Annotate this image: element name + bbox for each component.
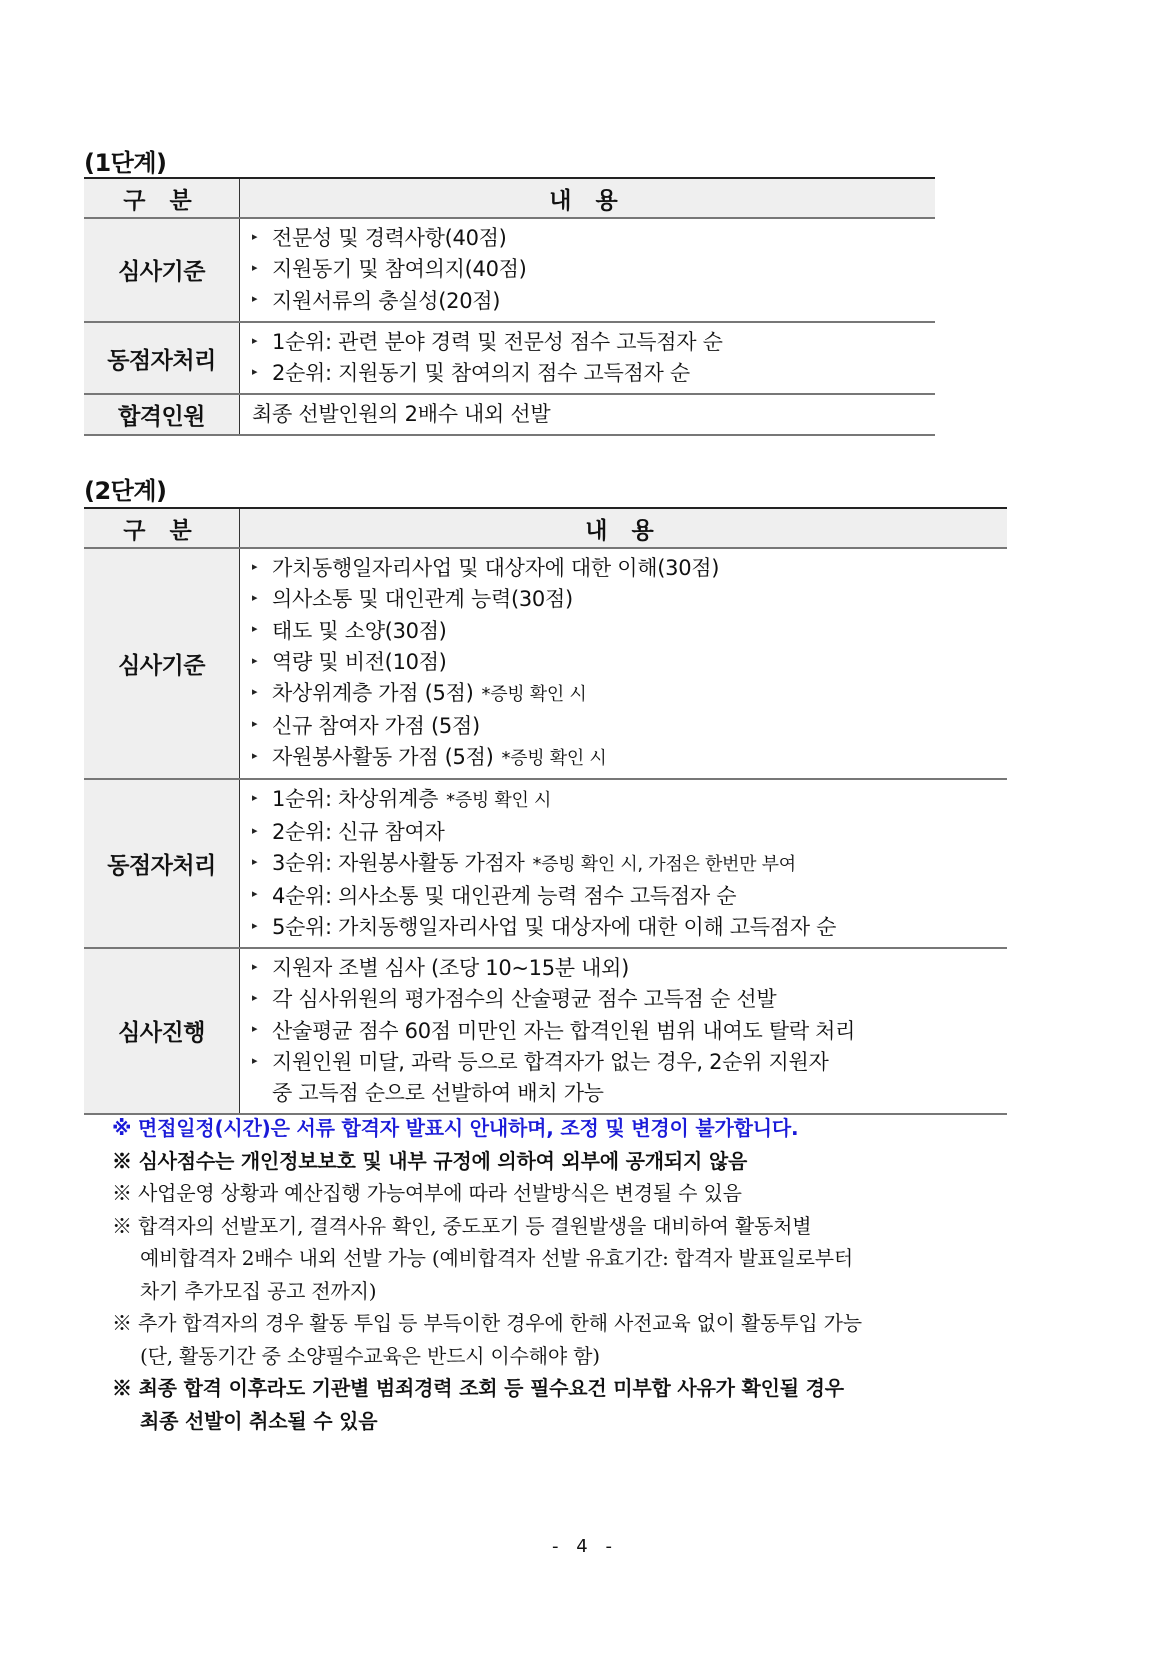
list-item [252,358,935,389]
bullet-icon: ▸ [252,622,258,636]
list-item [252,742,1007,775]
bullet-icon: ▸ [252,823,258,837]
list-item [252,678,1007,711]
row-content [240,779,1008,948]
item-text: 태도 및 소양(30점) [272,618,447,643]
note-line: 예비합격자 2배수 내외 선발 가능 (예비합격자 선발 유효기간: 합격자 발표일로부터 [140,1246,854,1270]
item-text: 역량 및 비전(10점) [272,649,447,674]
item-note: *증빙 확인 시, 가점은 한번만 부여 [532,854,796,875]
note-reserve-candidates [112,1210,1052,1308]
row-content [240,394,936,435]
bullet-icon: ▸ [252,261,258,274]
list-item [252,254,935,285]
bullet-icon: ▸ [252,854,258,868]
item-text: 자원봉사활동 가점 (5점) [272,744,494,769]
row-content [240,948,1008,1114]
note-selection-change [112,1177,1052,1210]
item-text: 3순위: 자원봉사활동 가점자 [272,851,525,875]
table-row [84,548,1007,779]
row-label: 심사진행 [84,948,240,1114]
item-text: 산술평균 점수 60점 미만인 자는 합격인원 범위 내여도 탈락 처리 [272,1018,856,1043]
row-label: 동점자처리 [84,779,240,948]
table-row [84,948,1007,1114]
note-line: ※ 사업운영 상황과 예산집행 가능여부에 따라 선발방식은 변경될 수 있음 [112,1181,742,1205]
list-item [252,1047,1007,1078]
bullet-icon: ▸ [252,887,258,901]
row-label: 동점자처리 [84,322,240,395]
row-content [240,548,1008,779]
item-text: 지원서류의 충실성(20점) [272,288,501,313]
row-content [240,322,936,395]
row-text: 최종 선발인원의 2배수 내외 선발 [252,402,551,427]
bullet-icon: ▸ [252,292,258,306]
note-additional-candidates [112,1307,1052,1372]
bullet-icon: ▸ [252,959,258,973]
item-text: 지원동기 및 참여의지(40점) [272,257,527,282]
item-note: *증빙 확인 시 [501,747,607,769]
item-text: 차상위계층 가점 (5점) [272,681,474,705]
row-label: 심사기준 [84,218,240,322]
bullet-icon: ▸ [252,717,258,731]
list-item [252,984,1007,1015]
list-item [252,784,1007,817]
item-text: 지원인원 미달, 과락 등으로 합격자가 없는 경우, 2순위 지원자 [272,1049,829,1074]
note-interview-schedule [112,1112,1052,1145]
list-item [252,953,1007,984]
list-item [252,327,935,358]
item-text: 의사소통 및 대인관계 능력(30점) [272,587,573,612]
bullet-icon: ▸ [252,1053,258,1067]
item-text: 5순위: 가치동행일자리사업 및 대상자에 대한 이해 고득점자 순 [272,914,837,939]
bullet-icon: ▸ [252,918,258,932]
list-item [252,647,1007,678]
item-text: 1순위: 관련 분야 경력 및 전문성 점수 고득점자 순 [272,329,723,354]
bullet-icon: ▸ [252,559,258,573]
bullet-icon: ▸ [252,364,258,378]
item-text: 신규 참여자 가점 (5점) [272,713,480,738]
header-category: 구 분 [84,508,240,548]
table-row [84,779,1007,948]
bullet-icon: ▸ [252,991,258,1004]
bullet-icon: ▸ [252,791,258,804]
item-text: 4순위: 의사소통 및 대인관계 능력 점수 고득점자 순 [272,883,737,908]
bullet-icon: ▸ [252,684,258,698]
item-text: 각 심사위원의 평가점수의 산술평균 점수 고득점 순 선발 [272,987,777,1012]
header-category: 구 분 [84,178,240,218]
bullet-icon: ▸ [252,229,258,243]
table-row [84,322,935,395]
list-item [252,817,1007,848]
list-item [252,286,935,317]
table-header-row [84,508,1007,548]
list-item [252,711,1007,742]
note-line: 차기 추가모집 공고 전까지) [140,1278,377,1303]
header-content: 내 용 [240,508,1008,548]
row-label: 합격인원 [84,394,240,435]
item-text: 2순위: 지원동기 및 참여의지 점수 고득점자 순 [272,361,690,385]
note-cancellation [112,1372,1052,1437]
note-line: ※ 최종 합격 이후라도 기관별 범죄경력 조회 등 필수요건 미부합 사유가 확인될 경우 [112,1376,844,1400]
item-note: *증빙 확인 시 [481,684,587,705]
list-item [252,553,1007,584]
note-line: (단, 활동기간 중 소양필수교육은 반드시 이수해야 함) [140,1343,600,1368]
list-item [252,584,1007,615]
list-item-continuation: 중 고득점 순으로 선발하여 배치 가능 [272,1081,604,1105]
table-header-row [84,178,935,218]
item-text: 가치동행일자리사업 및 대상자에 대한 이해(30점) [272,556,720,580]
note-line: ※ 합격자의 선발포기, 결격사유 확인, 중도포기 등 결원발생을 대비하여 활동처별 [112,1213,812,1238]
page-number: - 4 - [552,1536,618,1557]
table-row [84,218,935,322]
item-text: 전문성 및 경력사항(40점) [272,226,507,250]
bullet-icon: ▸ [252,1022,258,1036]
list-item [252,223,935,254]
item-text: 1순위: 차상위계층 [272,787,439,812]
bullet-icon: ▸ [252,333,258,347]
stage1-table [84,177,935,436]
notes-section [112,1112,1052,1437]
header-content: 내 용 [240,178,936,218]
note-line: 최종 선발이 취소될 수 있음 [140,1408,378,1433]
note-score-privacy [112,1145,1052,1178]
list-item [252,912,1007,943]
item-text: 2순위: 신규 참여자 [272,819,445,844]
bullet-icon: ▸ [252,591,258,604]
item-note: *증빙 확인 시 [446,790,552,812]
note-line: ※ 추가 합격자의 경우 활동 투입 등 부득이한 경우에 한해 사전교육 없이 활동투입 가능 [112,1311,862,1335]
stage1-title: (1단계) [84,149,167,177]
list-item [252,616,1007,647]
list-item [252,848,1007,881]
note-line: ※ 심사점수는 개인정보보호 및 내부 규정에 의하여 외부에 공개되지 않음 [112,1148,748,1173]
stage2-table [84,507,1007,1115]
list-item [252,1016,1007,1047]
bullet-icon: ▸ [252,653,258,667]
row-content [240,218,936,322]
stage2-title: (2단계) [84,477,167,505]
note-line: ※ 면접일정(시간)은 서류 합격자 발표시 안내하며, 조정 및 변경이 불가합니다. [112,1116,799,1140]
item-text: 지원자 조별 심사 (조당 10~15분 내외) [272,956,630,980]
row-label: 심사기준 [84,548,240,779]
bullet-icon: ▸ [252,748,258,762]
list-item [252,881,1007,912]
table-row [84,394,935,435]
